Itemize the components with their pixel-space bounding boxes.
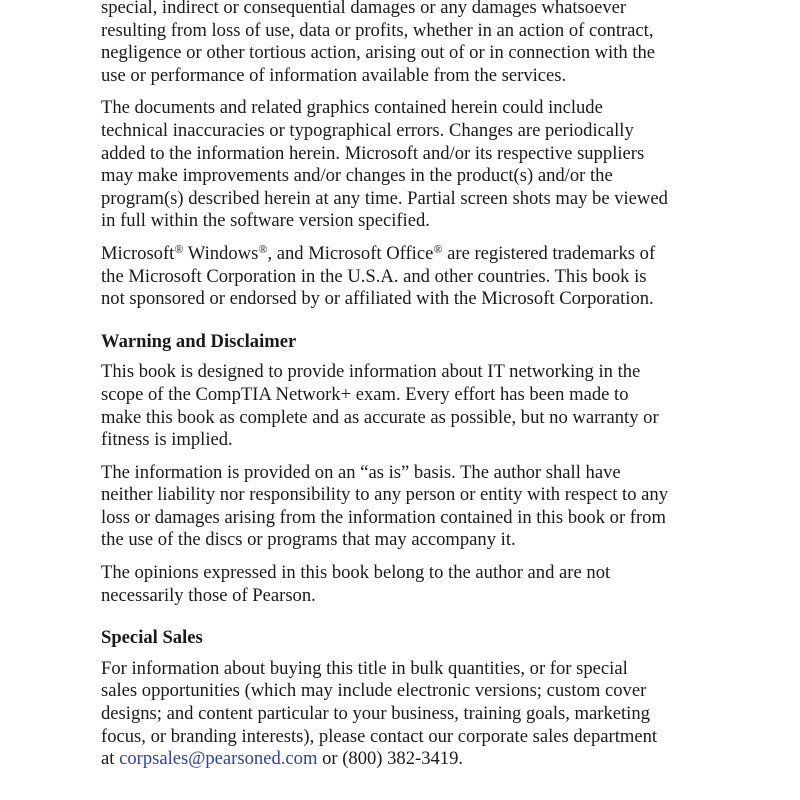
text-line: The opinions expressed in this book belong to the author and are not	[101, 562, 611, 584]
text-line: For information about buying this title in bulk quantities, or for special	[101, 657, 628, 679]
text-line: loss or damages arising from the information contained in this book or from	[101, 506, 666, 528]
trademark-windows: Windows	[183, 242, 259, 264]
contact-prefix: at	[101, 748, 120, 770]
trademark-microsoft: Microsoft	[101, 242, 175, 264]
trademark-office: , and Microsoft Office	[267, 242, 434, 264]
text-line: make this book as complete and as accurate as possible, but no warranty or	[101, 406, 659, 428]
text-line: necessarily those of Pearson.	[101, 584, 316, 606]
special-sales-heading: Special Sales	[101, 627, 203, 649]
warning-heading: Warning and Disclaimer	[101, 330, 297, 352]
text-line: program(s) described herein at any time. Partial screen shots may be viewed	[101, 187, 668, 209]
text-line: special, indirect or consequential damages or any damages whatsoever	[101, 0, 627, 18]
text-line: The documents and related graphics contained herein could include	[101, 97, 603, 119]
document-page	[101, 0, 741, 781]
trademark-line-rest: are registered trademarks of	[442, 242, 656, 264]
text-line: scope of the CompTIA Network+ exam. Every effort has been made to	[101, 383, 629, 405]
trademarks-paragraph	[101, 243, 741, 311]
special-sales-paragraph	[101, 658, 741, 771]
text-line: designs; and content particular to your business, training goals, marketing	[101, 703, 650, 725]
registered-mark: ®	[433, 241, 443, 256]
warning-paragraph-1	[101, 361, 741, 451]
text-line: not sponsored or endorsed by or affiliated with the Microsoft Corporation.	[101, 288, 654, 310]
text-line: The information is provided on an “as is” basis. The author shall have	[101, 461, 621, 483]
text-line: This book is designed to provide information about IT networking in the	[101, 361, 641, 383]
text-line	[101, 748, 741, 771]
text-line: the Microsoft Corporation in the U.S.A. and other countries. This book is	[101, 265, 647, 287]
text-line: neither liability nor responsibility to any person or entity with respect to any	[101, 484, 668, 506]
text-line: technical inaccuracies or typographical errors. Changes are periodically	[101, 119, 634, 141]
text-line: in full within the software version specified.	[101, 210, 430, 232]
text-line: use or performance of information available from the services.	[101, 64, 567, 86]
text-line: negligence or other tortious action, arising out of or in connection with the	[101, 42, 656, 64]
text-line: sales opportunities (which may include electronic versions; custom cover	[101, 680, 647, 702]
warning-paragraph-3	[101, 562, 741, 607]
registered-mark: ®	[174, 241, 184, 256]
sales-email-link[interactable]: corpsales@pearsoned.com	[119, 748, 318, 770]
warning-paragraph-2	[101, 462, 741, 552]
disclaimer-tail-paragraph	[101, 0, 741, 87]
documents-paragraph	[101, 97, 741, 233]
text-line: fitness is implied.	[101, 429, 233, 451]
text-line: resulting from loss of use, data or profits, whether in an action of contract,	[101, 19, 654, 41]
text-line: may make improvements and/or changes in the product(s) and/or the	[101, 165, 613, 187]
text-line	[101, 243, 741, 266]
contact-suffix: or (800) 382-3419.	[317, 748, 464, 770]
text-line: added to the information herein. Microsoft and/or its respective suppliers	[101, 142, 645, 164]
registered-mark: ®	[258, 241, 268, 256]
text-line: the use of the discs or programs that may accompany it.	[101, 529, 516, 551]
text-line: focus, or branding interests), please contact our corporate sales department	[101, 725, 658, 747]
